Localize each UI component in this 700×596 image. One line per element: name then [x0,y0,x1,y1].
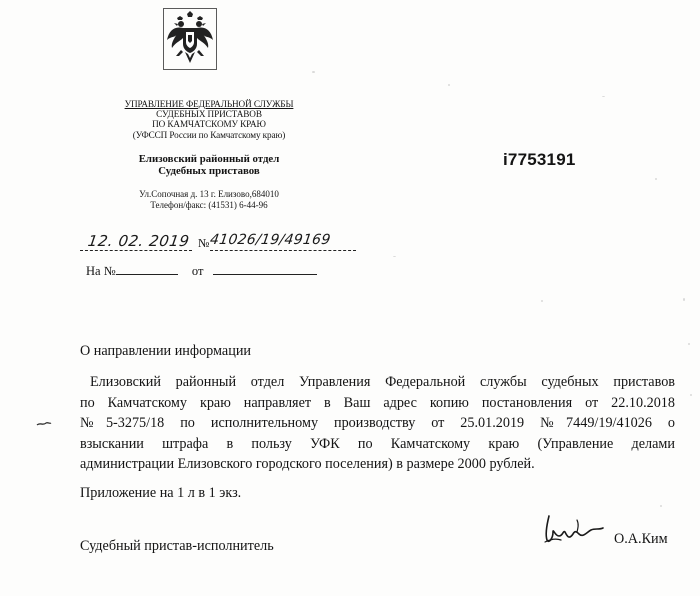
attachment-note: Приложение на 1 л в 1 экз. [80,485,242,501]
signatory-position: Судебный пристав-исполнитель [80,538,274,554]
incoming-reference [86,264,317,279]
incoming-number-label: На № [86,264,116,278]
incoming-date-label: от [191,264,204,278]
letter-subject: О направлении информации [80,343,251,359]
address-line: Ул.Сопочная д. 13 г. Елизово,684010 [139,189,279,199]
pen-mark-icon [36,420,52,428]
handwritten-signature [537,510,609,554]
issuer-header [98,99,320,140]
issuer-line-2: СУДЕБНЫХ ПРИСТАВОВ [156,109,262,120]
body-line-5: администрации Елизовского городского поселения) в размере 2000 рублей. [80,456,535,473]
department-line-2: Судебных приставов [158,165,260,177]
double-headed-eagle-icon [163,8,217,70]
document-id: i7753191 [503,150,576,169]
issuer-line-3: ПО КАМЧАТСКОМУ КРАЮ [152,119,266,130]
phone-fax-line: Телефон/факс: (41531) 6-44-96 [150,200,268,210]
outgoing-date: 12. 02. 2019 [86,232,191,250]
signatory-name: О.А.Ким [614,531,668,547]
incoming-number-blank [116,264,178,275]
incoming-date-blank [213,264,317,275]
issuer-line-4: (УФССП России по Камчатскому краю) [132,129,286,140]
issuer-line-1: УПРАВЛЕНИЕ ФЕДЕРАЛЬНОЙ СЛУЖБЫ [124,99,294,109]
department-line-1: Елизовский районный отдел [138,153,280,165]
department-name [98,153,320,177]
department-address [98,189,320,211]
body-line-3: №5-3275/18 по исполнительному производству от 25.01.2019 №7449/19/41026 о [80,415,675,432]
outgoing-date-number [80,231,356,255]
body-line-1: Елизовский районный отдел Управления Федеральной службы судебных приставов [90,374,675,390]
number-sign: № [198,236,210,250]
body-line-4: взыскании штрафа в пользу УФК по Камчатскому краю (Управление делами [80,435,675,452]
outgoing-number: 41026/19/49169 [208,232,332,248]
letter-body [80,372,675,475]
body-line-2: по Камчатскому краю направляет в Ваш адрес копию постановления от 22.10.2018 [80,394,675,411]
